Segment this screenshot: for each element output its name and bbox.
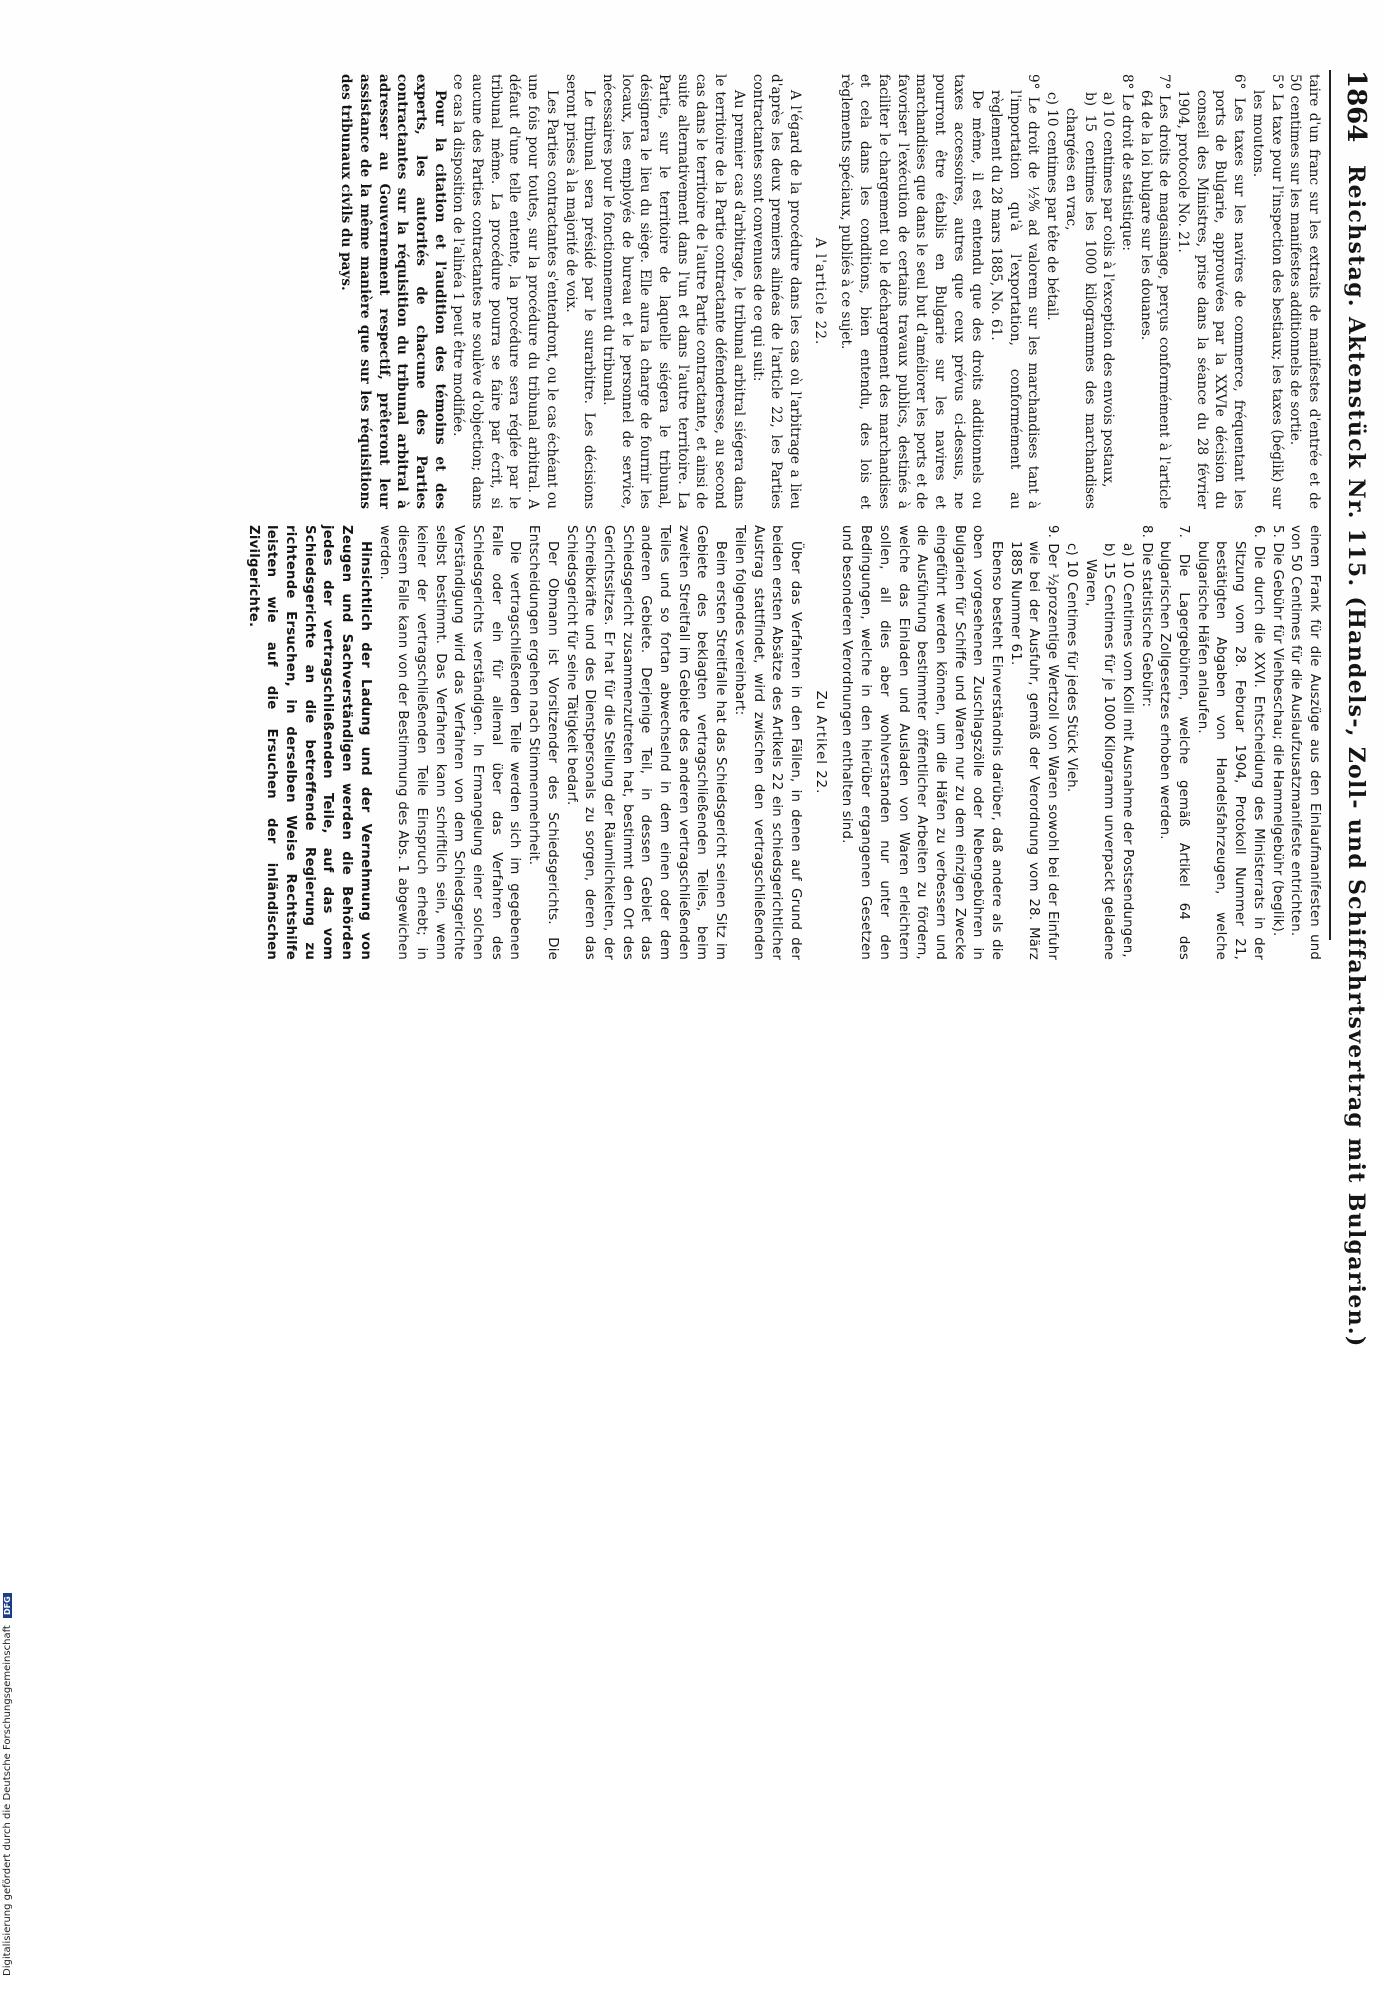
paragraph: Über das Verfahren in den Fällen, in denen auf Grund der beiden ersten Absätze des Artikels 22 ein schiedsgerichtlicher Austrag stattfindet, wird zwischen den vertragschließenden Teilen folgendes vereinbart: — [731, 525, 804, 960]
paragraph: Au premier cas d'arbitrage, le tribunal arbitral siégera dans le territoire de la Partie contractante défenderesse, au second cas dans le territoire de l'autre Partie contractante, et ainsi de suite alternativement dans l'un et dans l'autre territoire. La Partie, sur le territoire de laquelle siégera le tribunal, désignera le lieu du siège. Elle aura la charge de fournir les locaux, les employés de bureau et le personnel de service, nécessaires pour le fonctionnement du tribunal. — [599, 74, 747, 509]
running-title: Reichstag. Aktenstück Nr. 115. (Handels-, Zoll- und Schiffahrtsvertrag mit Bulgarien.) — [1343, 165, 1369, 1348]
list-item: einem Frank für die Auszüge aus den Einlaufmanifesten und von 50 Centimes für die Auslaufzusatzmanifeste entrichten. — [1288, 525, 1322, 960]
french-column — [336, 74, 1323, 509]
list-item: 9° Le droit de ½% ad valorem sur les marchandises tant à l'importation qu'à l'exportation, conformément au règlement du 28 mars 1885, No. 61. — [988, 74, 1042, 509]
paragraph: Der Obmann ist Vorsitzender des Schiedsgerichts. Die Entscheidungen ergehen nach Stimmenmehrheit. — [526, 525, 560, 960]
list-item: 9. Der ½prozentige Wertzoll von Waren sowohl bei der Einfuhr wie bei der Ausfuhr, gemäß der Verordnung vom 28. März 1885 Nummer 61. — [1007, 525, 1061, 960]
paragraph: Beim ersten Streitfalle hat das Schiedsgericht seinen Sitz im Gebiete des beklagten vertragschließenden Teiles, beim zweiten Streitfall im Gebiete des anderen vertragschließenden Teiles und so fortan abwechselnd in dem einen oder dem anderen Gebiete. Derjenige Teil, in dessen Gebiet das Schiedsgericht zusammenzutreten hat, bestimmt den Ort des Gerichtssitzes. Er hat für die Stellung der Räumlichkeiten, der Schreibkräfte und des Dienstpersonals zu sorgen, deren das Schiedsgericht für seine Tätigkeit bedarf. — [563, 525, 729, 960]
paragraph: De même, il est entendu que des droits additionnels ou taxes accessoires, autres que ceux prévus ci-dessus, ne pourront être établis en Bulgarie sur les navires et marchandises que dans le seul but d'améliorer les ports et de favoriser l'exécution de certains travaux publics, destinés à faciliter le chargement ou le déchargement des marchandises et cela dans les conditions, bien entendu, des lois et règlements spéciaux, publiés à ce sujet. — [838, 74, 986, 509]
list-item: b) 15 centimes les 1000 kilogrammes des marchandises chargées en vrac, — [1062, 92, 1098, 509]
footer-text: Digitalisierung gefördert durch die Deutsche Forschungsgemeinschaft — [2, 1625, 13, 1976]
list-item: 6° Les taxes sur les navires de commerce, fréquentant les ports de Bulgarie, approuvées par la XXVIe décision du conseil des Ministres, prise dans la séance du 28 février 1904, protocole No. 21. — [1175, 74, 1248, 509]
list-item: 5° La taxe pour l'inspection des bestiaux; les taxes (béglik) sur les moutons. — [1249, 74, 1285, 509]
list-item: c) 10 Centimes für jedes Stück Vieh. — [1063, 543, 1079, 793]
page-header — [1333, 70, 1375, 1348]
paragraph: Les Parties contractantes s'entendront, ou le cas échéant ou une fois pour toutes, sur la procédure du tribunal arbitral. A défaut d'une telle entente, la procédure sera réglée par le tribunal même. La procédure pourra se faire par écrit, si aucune des Parties contractantes ne soulève d'objection; dans ce cas la disposition de l'alinéa 1 peut être modifiée. — [450, 74, 560, 509]
german-column — [243, 525, 1323, 960]
paragraph: Le tribunal sera présidé par le surarbitre. Les décisions seront prises à la majorité de voix. — [562, 74, 598, 509]
header-rule — [1329, 70, 1331, 940]
article-heading: A l'article 22. — [811, 237, 828, 346]
list-item: taire d'un franc sur les extraits de manifestes d'entrée et de 50 centimes sur les manifestes additionnels de sortie. — [1287, 74, 1322, 509]
page-number: 1864 — [1341, 70, 1371, 143]
list-item: b) 15 Centimes für je 1000 Kilogramm unverpackt geladene Waren, — [1082, 543, 1117, 960]
paragraph: Die vertragschließenden Teile werden sich im gegebenen Falle oder ein für allemal über das Verfahren des Schiedsgerichts verständigen. In Ermangelung einer solchen Verständigung wird das Verfahren von dem Schiedsgerichte selbst bestimmt. Das Verfahren kann schriftlich sein, wenn keiner der vertragschließenden Teile Einspruch erhebt; in diesem Falle kann von der Bestimmung des Abs. 1 abgewichen werden. — [376, 525, 523, 960]
list-item: 6. Die durch die XXVI. Entscheidung des Ministerrats in der Sitzung vom 28. Februar 1904, Protokoll Nummer 21, bestätigten Abgaben von Handelsfahrzeugen, welche bulgarische Häfen anlaufen. — [1194, 525, 1266, 960]
paragraph: Hinsichtlich der Ladung und der Vernehmung von Zeugen und Sachverständigen werden die Behörden jedes der vertragschließenden Teile, auf das vom Schiedsgerichte an die betreffende Regierung zu richtende Ersuchen, in derselben Weise Rechtshilfe leisten wie auf die Ersuchen der inländischen Zivilgerichte. — [245, 525, 373, 960]
paragraph: Pour la citation et l'audition des témoins et des experts, les autorités de chacune des Parties contractantes sur la réquisition du tribunal arbitral à adresser au Gouvernement respectif, prêteront leur assistance de la même manière que sur les réquisitions des tribunaux civils du pays. — [338, 74, 448, 509]
footer-text-wrap — [2, 1593, 13, 1976]
list-item: 7° Les droits de magasinage, perçus conformément à l'article 64 de la loi bulgare sur les douanes. — [1137, 74, 1173, 509]
paragraph: Ebenso besteht Einverständnis darüber, daß andere als die oben vorgesehenen Zuschlagszölle oder Nebengebühren in Bulgarien für Schiffe und Waren nur zu dem einzigen Zwecke eingeführt werden können, um die Häfen zu verbessern und die Ausführung bestimmter öffentlicher Arbeiten zu fördern, welche das Einladen und Ausladen von Waren erleichtern sollen, all dies aber wohlverstanden nur unter den Bedingungen, welche in den hierüber ergangenen Gesetzen und besonderen Verordnungen enthalten sind. — [839, 525, 1005, 960]
list-item: c) 10 centimes par tête de bétail. — [1044, 92, 1061, 321]
list-item: 8° Le droit de statistique: — [1118, 74, 1135, 251]
list-item: 8. Die statistische Gebühr: — [1138, 525, 1154, 708]
digitization-footer — [0, 990, 14, 1990]
list-item: a) 10 centimes par colis à l'exception des envois postaux, — [1100, 92, 1117, 488]
article-heading: Zu Artikel 22. — [812, 690, 828, 795]
list-item: a) 10 Centimes vom Kolli mit Ausnahme der Postsendungen, — [1119, 543, 1135, 958]
list-item: 7. Die Lagergebühren, welche gemäß Artikel 64 des bulgarischen Zollgesetzes erhoben werden. — [1157, 525, 1192, 960]
dfg-logo: DFG — [3, 1593, 12, 1618]
paragraph: A l'égard de la procédure dans les cas où l'arbitrage a lieu d'après les deux premiers alinéas de l'article 22, les Parties contractantes sont convenues de ce qui suit: — [749, 74, 804, 509]
list-item: 5. Die Gebühr für Viehbeschau; die Hammelgebühr (beglik). — [1269, 525, 1285, 937]
